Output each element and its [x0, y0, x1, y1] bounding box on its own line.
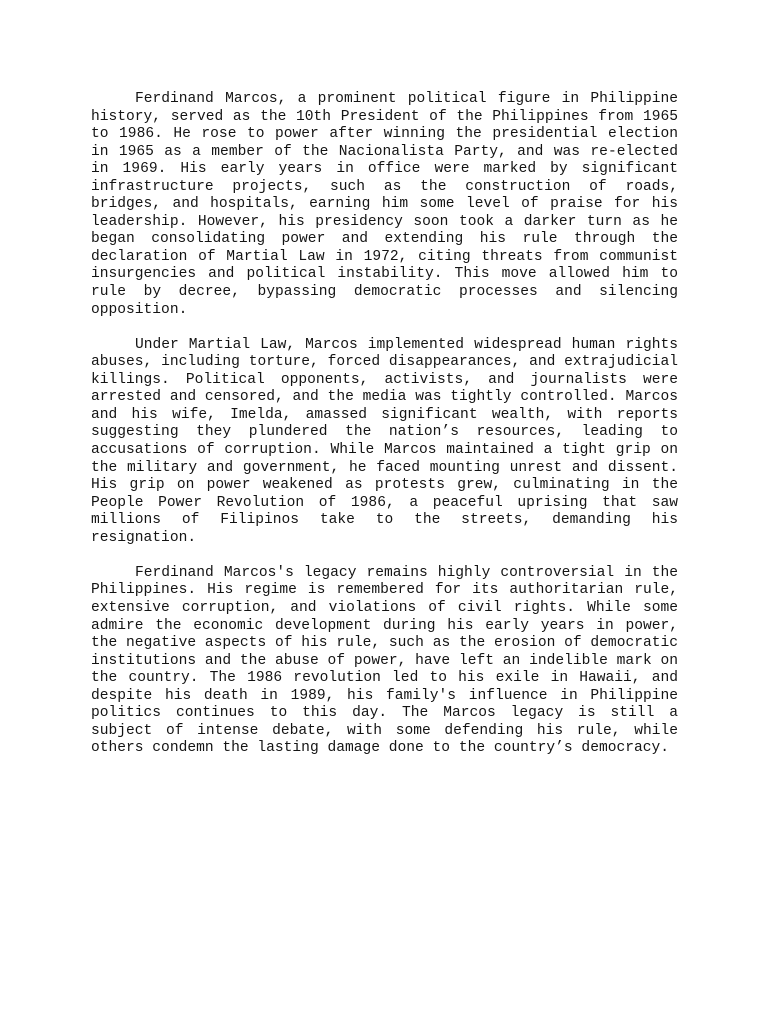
- document-body: [91, 91, 678, 758]
- paragraph-2: Under Martial Law, Marcos implemented widespread human rights abuses, including torture, forced disappearances, and extrajudicial killings. Political opponents, activists, and journalists were arrested and censored, and the media was tightly controlled. Marcos and his wife, Imelda, amassed significant wealth, with reports suggesting they plundered the nation’s resources, leading to accusations of corruption. While Marcos maintained a tight grip on the military and government, he faced mounting unrest and dissent. His grip on power weakened as protests grew, culminating in the People Power Revolution of 1986, a peaceful uprising that saw millions of Filipinos take to the streets, demanding his resignation.: [91, 336, 678, 546]
- paragraph-1: Ferdinand Marcos, a prominent political figure in Philippine history, served as the 10th President of the Philippines from 1965 to 1986. He rose to power after winning the presidential election in 1965 as a member of the Nacionalista Party, and was re-elected in 1969. His early years in office were marked by significant infrastructure projects, such as the construction of roads, bridges, and hospitals, earning him some level of praise for his leadership. However, his presidency soon took a darker turn as he began consolidating power and extending his rule through the declaration of Martial Law in 1972, citing threats from communist insurgencies and political instability. This move allowed him to rule by decree, bypassing democratic processes and silencing opposition.: [91, 91, 678, 318]
- paragraph-3: Ferdinand Marcos's legacy remains highly controversial in the Philippines. His regime is remembered for its authoritarian rule, extensive corruption, and violations of civil rights. While some admire the economic development during his early years in power, the negative aspects of his rule, such as the erosion of democratic institutions and the abuse of power, have left an indelible mark on the country. The 1986 revolution led to his exile in Hawaii, and despite his death in 1989, his family's influence in Philippine politics continues to this day. The Marcos legacy is still a subject of intense debate, with some defending his rule, while others condemn the lasting damage done to the country’s democracy.: [91, 564, 678, 757]
